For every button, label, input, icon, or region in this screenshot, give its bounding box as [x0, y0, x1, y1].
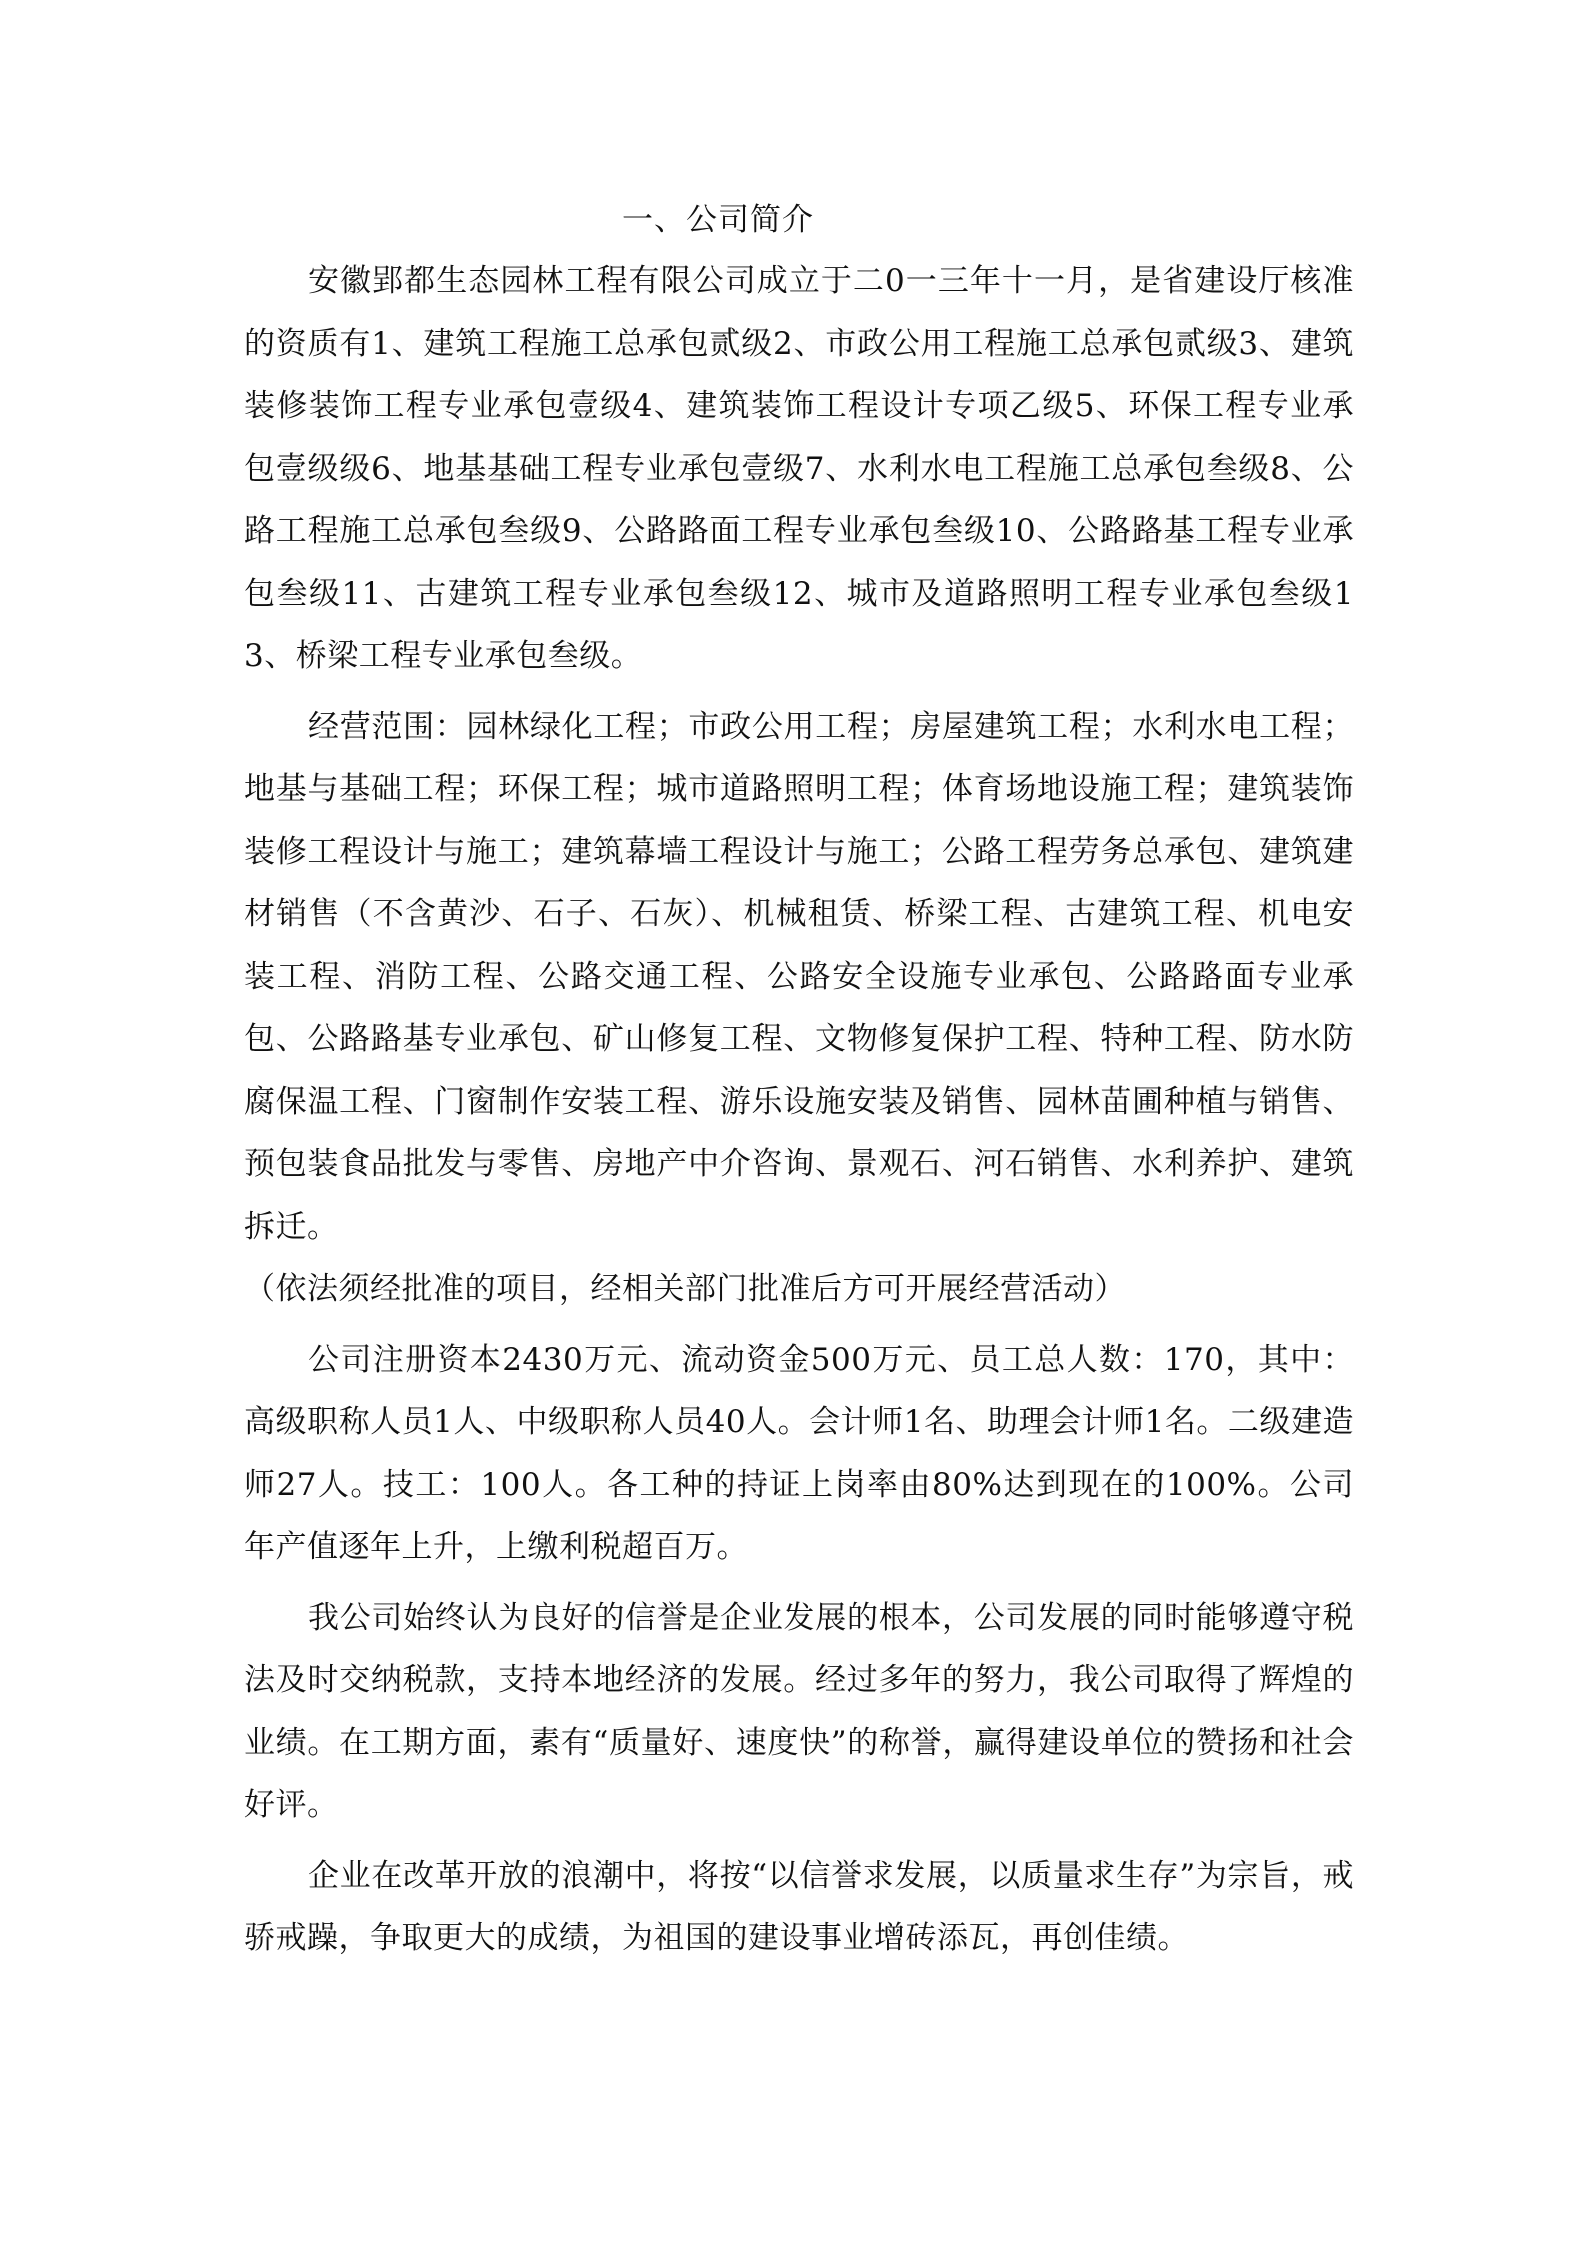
- business-scope-note: （依法须经批准的项目，经相关部门批准后方可开展经营活动）: [244, 1271, 1126, 1307]
- intro-paragraph: 安徽郢都生态园林工程有限公司成立于二0一三年十一月，是省建设厅核准的资质有1、建筑工程施工总承包贰级2、市政公用工程施工总承包贰级3、建筑装修装饰工程专业承包壹级4、建筑装饰工程设计专项乙级5、环保工程专业承包壹级级6、地基基础工程专业承包壹级7、水利水电工程施工总承包叁级8、公路工程施工总承包叁级9、公路路面工程专业承包叁级10、公路路基工程专业承包叁级11、古建筑工程专业承包叁级12、城市及道路照明工程专业承包叁级13、桥梁工程专业承包叁级。: [244, 263, 1354, 674]
- closing-paragraph: 企业在改革开放的浪潮中，将按“以信誉求发展，以质量求生存”为宗旨，戒骄戒躁，争取更大的成绩，为祖国的建设事业增砖添瓦，再创佳绩。: [244, 1857, 1354, 1956]
- section-heading: 一、公司简介: [622, 202, 814, 238]
- capital-paragraph: 公司注册资本2430万元、流动资金500万元、员工总人数：170，其中：高级职称人员1人、中级职称人员40人。会计师1名、助理会计师1名。二级建造师27人。技工：100人。各工种的持证上岗率由80%达到现在的100%。公司年产值逐年上升，上缴利税超百万。: [244, 1341, 1354, 1565]
- reputation-paragraph: 我公司始终认为良好的信誉是企业发展的根本，公司发展的同时能够遵守税法及时交纳税款，支持本地经济的发展。经过多年的努力，我公司取得了辉煌的业绩。在工期方面，素有“质量好、速度快”的称誉，赢得建设单位的赞扬和社会好评。: [244, 1599, 1354, 1823]
- document-page: [244, 198, 1354, 1978]
- business-scope-paragraph: 经营范围：园林绿化工程；市政公用工程；房屋建筑工程；水利水电工程；地基与基础工程；环保工程；城市道路照明工程；体育场地设施工程；建筑装饰装修工程设计与施工；建筑幕墙工程设计与施工；公路工程劳务总承包、建筑建材销售（不含黄沙、石子、石灰）、机械租赁、桥梁工程、古建筑工程、机电安装工程、消防工程、公路交通工程、公路安全设施专业承包、公路路面专业承包、公路路基专业承包、矿山修复工程、文物修复保护工程、特种工程、防水防腐保温工程、门窗制作安装工程、游乐设施安装及销售、园林苗圃种植与销售、预包装食品批发与零售、房地产中介咨询、景观石、河石销售、水利养护、建筑拆迁。: [244, 708, 1354, 1245]
